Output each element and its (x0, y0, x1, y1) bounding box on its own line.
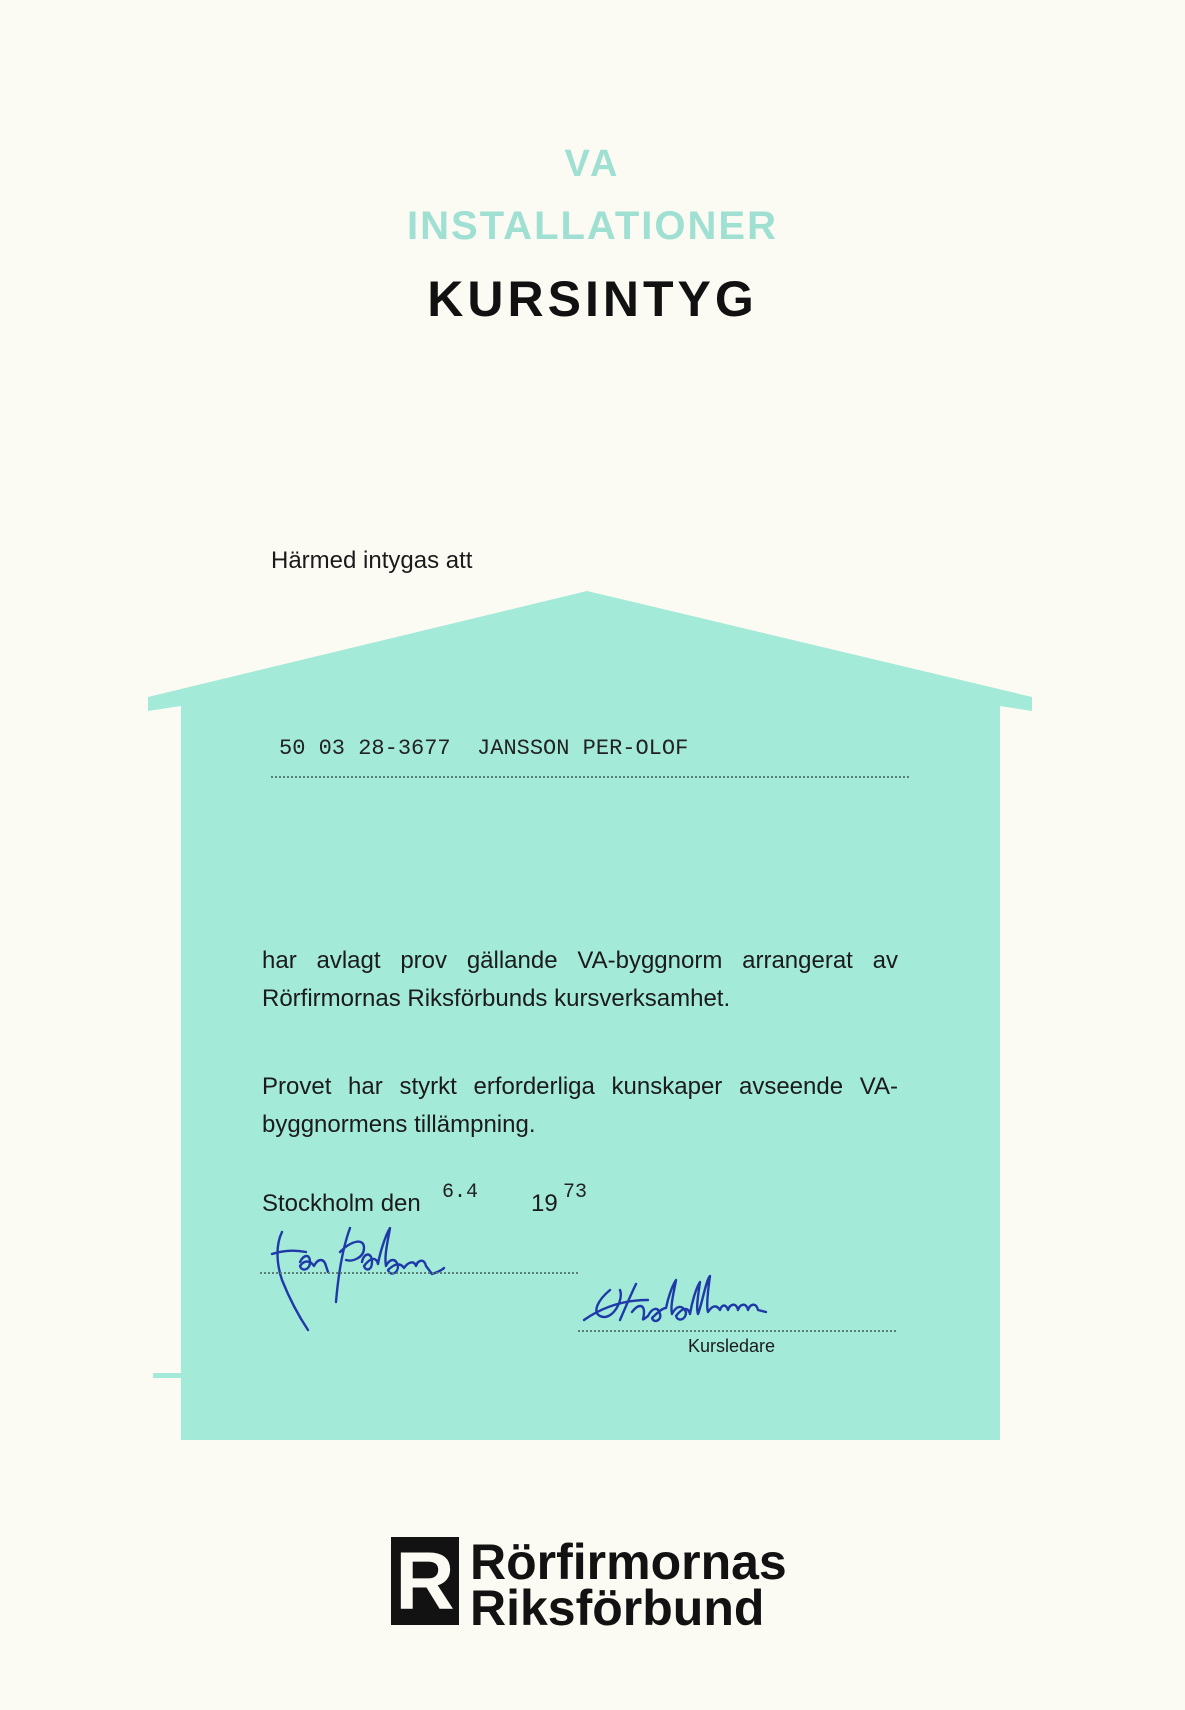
signature-line-left (260, 1272, 578, 1274)
body-paragraph-1: har avlagt prov gällande VA-byggnorm arrangerat av Rörfirmornas Riksförbunds kursverksamhet. (262, 947, 898, 1012)
logo-r-mark (391, 1537, 459, 1625)
person-id-number: 50 03 28-3677 (279, 736, 451, 761)
title-installationer: INSTALLATIONER (407, 204, 778, 248)
title-va: VA (564, 143, 621, 185)
logo-line-1: Rörfirmornas (470, 1534, 787, 1590)
signature-line-right (578, 1330, 896, 1332)
date-value: 6.4 (442, 1181, 479, 1204)
person-name: JANSSON PER-OLOF (477, 736, 689, 761)
logo-line-2: Riksförbund (470, 1580, 765, 1636)
place-label: Stockholm den (262, 1190, 421, 1217)
signature-left (272, 1228, 444, 1330)
year-prefix: 19 (531, 1190, 558, 1217)
course-leader-label: Kursledare (688, 1336, 776, 1356)
body-paragraph-2: Provet har styrkt erforderliga kunskaper avseende VA-byggnormens tillämpning. (262, 1073, 898, 1138)
intro-text: Härmed intygas att (271, 547, 473, 574)
logo-letter: R (395, 1536, 455, 1627)
year-suffix: 73 (563, 1181, 588, 1204)
signature-right (584, 1276, 766, 1321)
page-title: KURSINTYG (427, 271, 758, 327)
